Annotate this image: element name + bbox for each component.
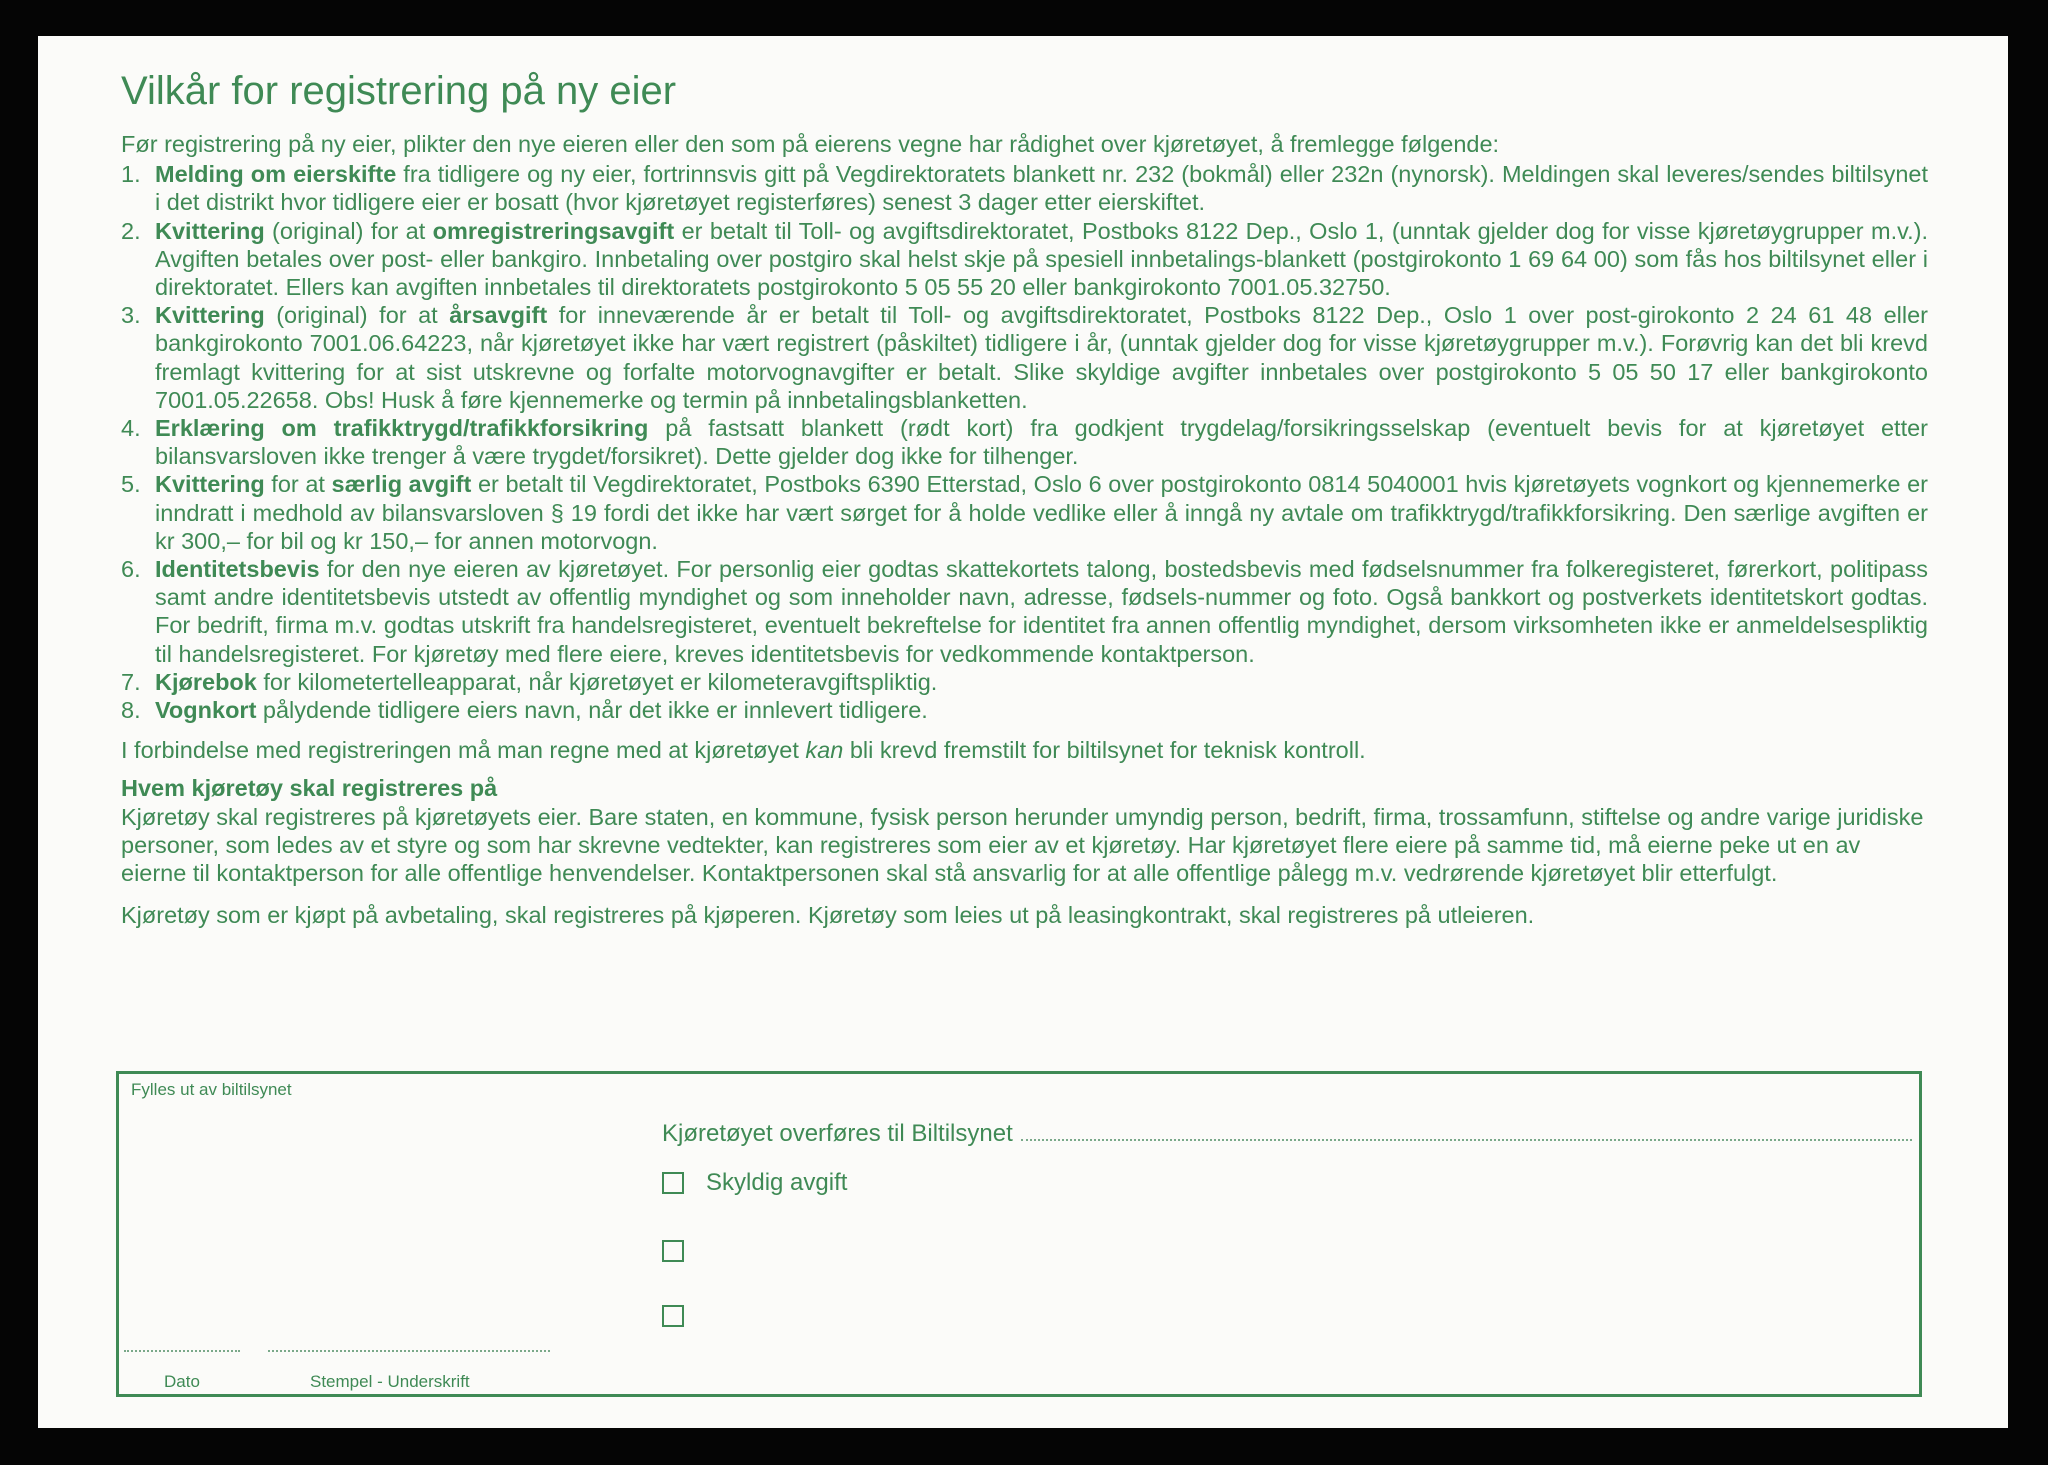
- checkbox-label: Skyldig avgift: [706, 1169, 848, 1196]
- item-keyword: særlig avgift: [331, 471, 472, 498]
- item-text: [155, 555, 1928, 668]
- official-use-box: [116, 1071, 1922, 1397]
- checkbox-blank-2[interactable]: [662, 1305, 706, 1327]
- item-number: 3.: [121, 302, 141, 329]
- checkbox-skyldig-avgift[interactable]: [662, 1169, 847, 1197]
- item-text-segment: for den nye eieren av kjøretøyet. For personlig eier godtas skattekortets talong, bostedsbevis med fødselsnummer fra folkeregisteret, førerkort, politipass samt andre identitetsbevis utstedt av offentlig myndighet og som inneholder navn, adresse, fødsels-nummer og foto. Også bankkort og postverkets identitetskort godtas. For bedrift, firma m.v. godtas utskrift fra handelsregisteret, eventuelt bekreftelse for identitet fra annen offentlig myndighet, dersom virksomheten ikke er anmeldelsespliktig til handelsregisteret. For kjøretøy med flere eiere, kreves identitetsbevis for vedkommende kontaktperson.: [155, 556, 1928, 667]
- checkbox-square[interactable]: [662, 1172, 684, 1194]
- transfer-dotted-line: [1021, 1121, 1912, 1141]
- item-text-segment: (original) for at: [264, 217, 433, 244]
- item-text: [155, 301, 1928, 414]
- control-text: I forbindelse med registreringen må man regne med at kjøretøyet kan bli krevd fremstilt for biltilsynet for teknisk kontroll.: [121, 737, 1366, 764]
- item-text-segment: pålydende tidligere eiers navn, når det ikke er innlevert tidligere.: [256, 697, 928, 724]
- requirements-list: [121, 160, 1928, 724]
- date-label: Dato: [164, 1372, 200, 1391]
- item-text: [155, 470, 1928, 555]
- item-number: 6.: [121, 556, 141, 583]
- leasing-paragraph: Kjøretøy som er kjøpt på avbetaling, skal registreres på kjøperen. Kjøretøy som leies ut på leasingkontrakt, skal registreres på utleieren.: [121, 902, 1535, 929]
- item-keyword: Identitetsbevis: [155, 556, 320, 583]
- page-title: Vilkår for registrering på ny eier: [121, 69, 677, 113]
- item-number: 2.: [121, 217, 141, 244]
- list-item: [121, 555, 1928, 668]
- transfer-field[interactable]: [662, 1120, 1912, 1148]
- item-text-segment: for kilometertelleapparat, når kjøretøyet er kilometeravgiftspliktig.: [256, 668, 938, 695]
- list-item: [121, 668, 1928, 696]
- item-keyword: omregistreringsavgift: [432, 217, 675, 244]
- stamp-label: Stempel - Underskrift: [310, 1372, 470, 1391]
- intro-text: Før registrering på ny eier, plikter den nye eieren eller den som på eierens vegne har rådighet over kjøretøyet, å fremlegge følgende:: [121, 131, 1500, 157]
- item-text-segment: for inneværende år er betalt til Toll- og avgiftsdirektoratet, Postboks 8122 Dep., Oslo 1 over post-girokonto 2 24 61 48 eller bankgirokonto 7001.06.64223, når kjøretøyet ikke har vært registrert (påskiltet) tidligere i år, (unntak gjelder dog for visse kjøretøygrupper m.v.). Forøvrig kan det bli krevd fremlagt kvittering for at sist utskrevne og forfalte motorvognavgifter er betalt. Slike skyldige avgifter innbetales over postgirokonto 5 05 50 17 eller bankgirokonto 7001.05.22658. Obs! Husk å føre kjennemerke og termin på innbetalingsblanketten.: [155, 302, 1928, 413]
- date-line[interactable]: [124, 1350, 240, 1352]
- item-text-segment: for at: [264, 471, 332, 498]
- item-number: 8.: [121, 697, 141, 724]
- item-text-segment: (original) for at: [264, 302, 450, 329]
- item-text-segment: er betalt til Vegdirektoratet, Postboks 6390 Etterstad, Oslo 6 over postgirokonto 0814 5040001 hvis kjøretøyets vognkort og kjennemerke er inndratt i medhold av bilansvarsloven § 19 fordi det ikke har vært sørget for å holde vedlike eller å inngå ny avtale om trafikktrygd/trafikkforsikring. Den særlige avgiften er kr 300,– for bil og kr 150,– for annen motorvogn.: [155, 471, 1928, 554]
- section-heading: Hvem kjøretøy skal registreres på: [121, 775, 498, 802]
- item-number: 5.: [121, 471, 141, 498]
- item-number: 1.: [121, 161, 141, 188]
- item-keyword: Melding om eierskifte: [155, 161, 397, 188]
- list-item: [121, 160, 1928, 216]
- item-keyword: Kjørebok: [155, 668, 257, 695]
- box-label: Fylles ut av biltilsynet: [131, 1080, 292, 1099]
- document-page: [38, 36, 2008, 1428]
- item-text: [155, 160, 1928, 216]
- checkbox-blank-1[interactable]: [662, 1240, 706, 1262]
- item-text: [155, 696, 1928, 724]
- item-number: 4.: [121, 415, 141, 442]
- item-keyword: Kvittering: [155, 302, 265, 329]
- item-keyword: Erklæring om trafikktrygd/trafikkforsikring: [155, 415, 649, 442]
- list-item: [121, 696, 1928, 724]
- item-text-segment: på fastsatt blankett (rødt kort) fra godkjent trygdelag/forsikringsselskap (eventuelt bevis for at kjøretøyet etter bilansvarsloven ikke trenger å være trygdet/forsikret). Dette gjelder dog ikke for tilhenger.: [155, 415, 1928, 470]
- item-keyword: Kvittering: [155, 471, 265, 498]
- terms-section: [121, 66, 1928, 929]
- list-item: [121, 217, 1928, 302]
- list-item: [121, 414, 1928, 470]
- owner-paragraph: Kjøretøy skal registreres på kjøretøyets eier. Bare staten, en kommune, fysisk person herunder umyndig person, bedrift, firma, trossamfunn, stiftelse og andre varige juridiske personer, som ledes av et styre og som har skrevne vedtekter, kan registreres som eier av et kjøretøy. Har kjøretøyet flere eiere på samme tid, må eierne peke ut en av eierne til kontaktperson for alle offentlige henvendelser. Kontaktpersonen skal stå ansvarlig for at alle offentlige pålegg m.v. vedrørende kjøretøyet blir etterfulgt.: [121, 803, 1924, 887]
- item-text-segment: er betalt til Toll- og avgiftsdirektoratet, Postboks 8122 Dep., Oslo 1, (unntak gjelder dog for visse kjøretøygrupper m.v.). Avgiften betales over post- eller bankgiro. Innbetaling over postgiro skal helst skje på spesiell innbetalings-blankett (postgirokonto 1 69 64 00) som fås hos biltilsynet eller i direktoratet. Ellers kan avgiften innbetales til direktoratets postgirokonto 5 05 55 20 eller bankgirokonto 7001.05.32750.: [155, 217, 1928, 301]
- item-text: [155, 414, 1928, 470]
- item-text: [155, 217, 1928, 302]
- item-keyword: Vognkort: [155, 697, 257, 724]
- item-text-segment: fra tidligere og ny eier, fortrinnsvis gitt på Vegdirektoratets blankett nr. 232 (bokmål) eller 232n (nynorsk). Meldingen skal leveres/sendes biltilsynet i det distrikt hvor tidligere eier er bosatt (hvor kjøretøyet registerføres) senest 3 dager etter eierskiftet.: [155, 161, 1928, 216]
- item-number: 7.: [121, 668, 141, 695]
- signature-line[interactable]: [268, 1350, 550, 1352]
- checkbox-square[interactable]: [662, 1305, 684, 1327]
- list-item: [121, 301, 1928, 414]
- list-item: [121, 470, 1928, 555]
- transfer-label: Kjøretøyet overføres til Biltilsynet: [662, 1120, 1013, 1147]
- item-keyword: årsavgift: [449, 302, 548, 329]
- checkbox-square[interactable]: [662, 1240, 684, 1262]
- item-text: [155, 668, 1928, 696]
- item-keyword: Kvittering: [155, 217, 265, 244]
